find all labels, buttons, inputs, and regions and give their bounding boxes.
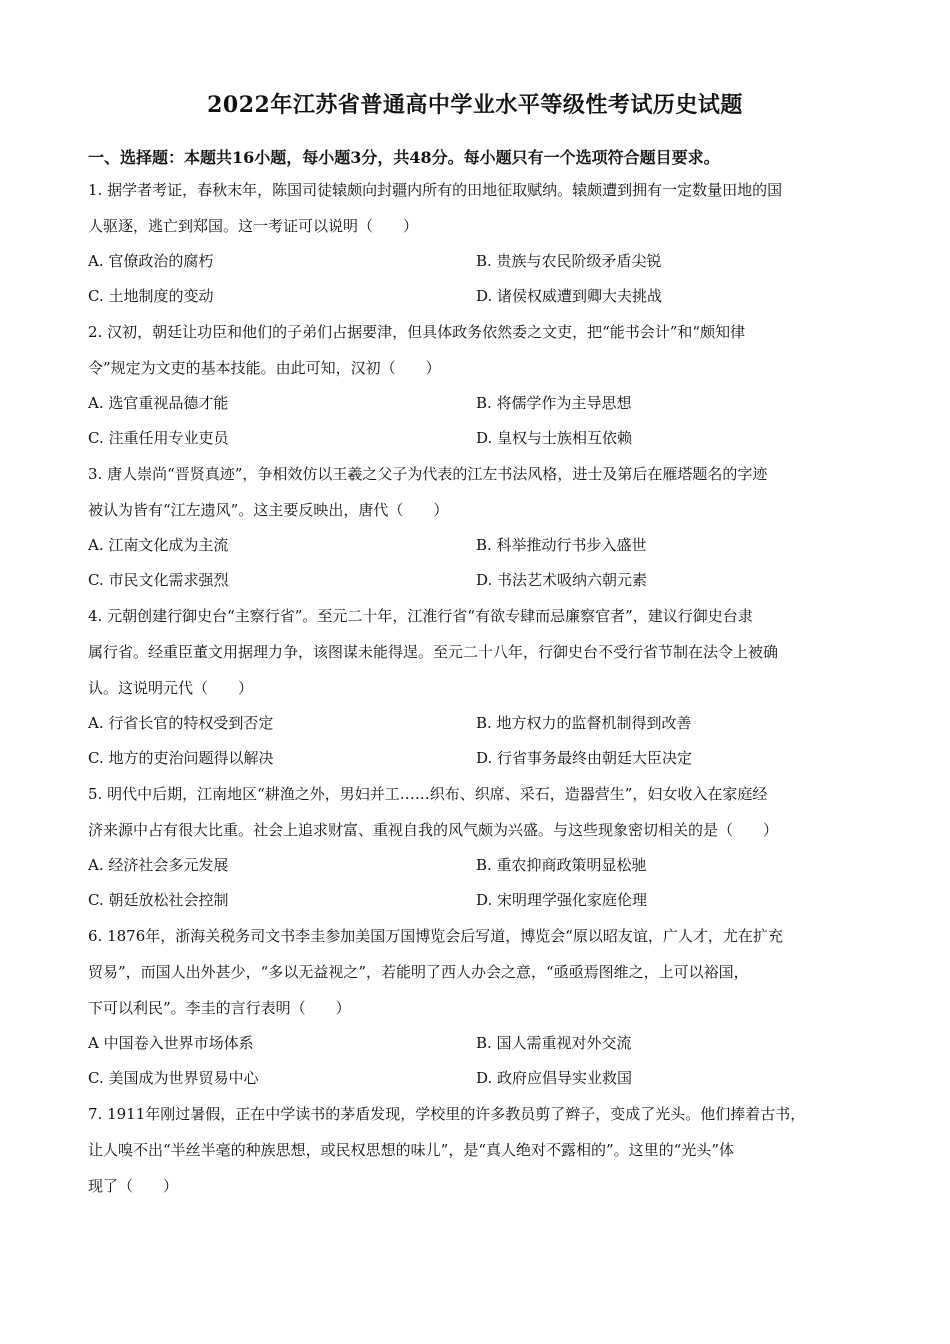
question-3 xyxy=(88,456,868,598)
option-d: D. 宋明理学强化家庭伦理 xyxy=(476,891,648,909)
option-b: B. 地方权力的监督机制得到改善 xyxy=(476,714,692,732)
question-1 xyxy=(88,172,868,314)
question-stem-line: 5. 明代中后期，江南地区“耕渔之外，男妇并工……织布、织席、采石，造器营生”，妇女收入在家庭经 xyxy=(88,785,768,803)
question-6 xyxy=(88,918,868,1096)
option-c: C. 美国成为世界贸易中心 xyxy=(88,1069,259,1087)
question-stem-line: 4. 元朝创建行御史台“主察行省”。至元二十年，江淮行省“有欲专肆而忌廉察官者”，建议行御史台隶 xyxy=(88,607,753,625)
option-grid xyxy=(88,528,868,598)
question-stem-line: 1. 据学者考证，春秋末年，陈国司徒辕颇向封疆内所有的田地征取赋纳。辕颇遭到拥有一定数量田地的国 xyxy=(88,181,783,199)
question-stem-line: 2. 汉初，朝廷让功臣和他们的子弟们占据要津，但具体政务依然委之文吏，把“能书会计”和“颇知律 xyxy=(88,323,746,341)
option-d: D. 行省事务最终由朝廷大臣决定 xyxy=(476,749,693,767)
option-grid xyxy=(88,244,868,314)
question-stem-line: 3. 唐人崇尚“晋贤真迹”，争相效仿以王羲之父子为代表的江左书法风格，进士及第后在雁塔题名的字迹 xyxy=(88,465,768,483)
option-c: C. 市民文化需求强烈 xyxy=(88,571,229,589)
option-a: A. 官僚政治的腐朽 xyxy=(88,252,214,270)
option-c: C. 注重任用专业吏员 xyxy=(88,429,229,447)
option-b: B. 国人需重视对外交流 xyxy=(476,1034,632,1052)
option-d: D. 政府应倡导实业救国 xyxy=(476,1069,633,1087)
question-stem-line: 被认为皆有“江左遗风”。这主要反映出，唐代（ ） xyxy=(88,501,449,519)
option-grid xyxy=(88,706,868,776)
option-a: A. 江南文化成为主流 xyxy=(88,536,229,554)
exam-title: 2022年江苏省普通高中学业水平等级性考试历史试题 xyxy=(207,92,743,118)
question-list xyxy=(88,172,868,1204)
option-d: D. 诸侯权威遭到卿大夫挑战 xyxy=(476,287,663,305)
question-7 xyxy=(88,1096,868,1204)
question-stem-line: 6. 1876年，浙海关税务司文书李圭参加美国万国博览会后写道，博览会“原以昭友谊，广人才，尤在扩充 xyxy=(88,927,783,945)
option-b: B. 科举推动行书步入盛世 xyxy=(476,536,647,554)
question-stem-line: 认。这说明元代（ ） xyxy=(88,679,254,697)
section-heading: 一、选择题：本题共16小题，每小题3分，共48分。每小题只有一个选项符合题目要求。 xyxy=(88,148,720,167)
question-stem-line: 贸易”，而国人出外甚少，“多以无益视之”，若能明了西人办会之意，“亟亟焉图维之，上可以裕国， xyxy=(88,963,749,981)
option-d: D. 书法艺术吸纳六朝元素 xyxy=(476,571,648,589)
option-c: C. 朝廷放松社会控制 xyxy=(88,891,229,909)
option-b: B. 重农抑商政策明显松驰 xyxy=(476,856,647,874)
option-c: C. 地方的吏治问题得以解决 xyxy=(88,749,274,767)
question-stem-line: 7. 1911年刚过暑假，正在中学读书的茅盾发现，学校里的许多教员剪了辫子，变成了光头。他们捧着古书， xyxy=(88,1105,806,1123)
question-stem-line: 让人嗅不出“半丝半毫的种族思想，或民权思想的味儿”，是“真人绝对不露相的”。这里的“光头”体 xyxy=(88,1141,735,1159)
question-stem-line: 属行省。经重臣董文用据理力争，该图谋未能得逞。至元二十八年，行御史台不受行省节制在法令上被确 xyxy=(88,643,779,661)
option-a: A. 选官重视品德才能 xyxy=(88,394,229,412)
option-grid xyxy=(88,1026,868,1096)
question-stem-line: 济来源中占有很大比重。社会上追求财富、重视自我的风气颇为兴盛。与这些现象密切相关的是（ ） xyxy=(88,821,779,839)
option-grid xyxy=(88,848,868,918)
option-d: D. 皇权与士族相互依赖 xyxy=(476,429,633,447)
option-a: A 中国卷入世界市场体系 xyxy=(88,1034,254,1052)
option-grid xyxy=(88,386,868,456)
option-b: B. 贵族与农民阶级矛盾尖锐 xyxy=(476,252,662,270)
option-c: C. 土地制度的变动 xyxy=(88,287,214,305)
option-a: A. 行省长官的特权受到否定 xyxy=(88,714,274,732)
option-a: A. 经济社会多元发展 xyxy=(88,856,229,874)
question-stem-line: 令”规定为文吏的基本技能。由此可知，汉初（ ） xyxy=(88,359,441,377)
question-4 xyxy=(88,598,868,776)
question-stem-line: 现了（ ） xyxy=(88,1177,179,1195)
question-2 xyxy=(88,314,868,456)
option-b: B. 将儒学作为主导思想 xyxy=(476,394,632,412)
question-stem-line: 下可以利民”。李圭的言行表明（ ） xyxy=(88,999,351,1017)
question-5 xyxy=(88,776,868,918)
question-stem-line: 人驱逐，逃亡到郑国。这一考证可以说明（ ） xyxy=(88,217,419,235)
